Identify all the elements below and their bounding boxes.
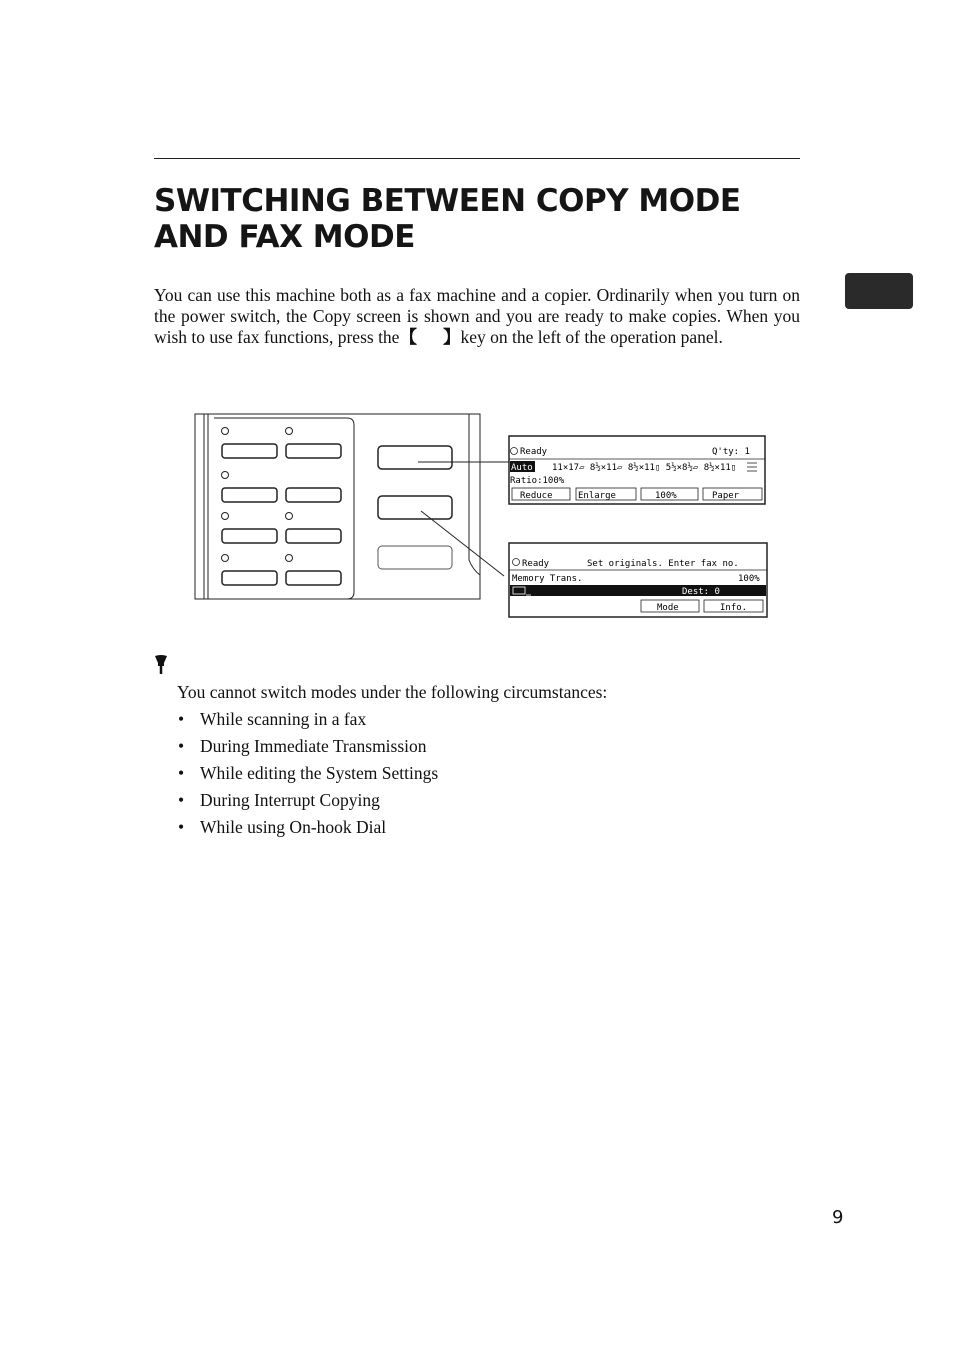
bullet-dot: •: [178, 790, 185, 810]
list-item-text: During Immediate Transmission: [200, 736, 427, 756]
fax-dest-text: Dest: 0: [682, 587, 720, 597]
copy-paper-sizes: 11×17▱ 8½×11▱ 8½×11▯ 5½×8½▱ 8½×11▯: [552, 463, 737, 473]
key-bracket-close: 】: [442, 327, 461, 347]
page-number: 9: [832, 1207, 844, 1228]
key-bracket-open: 【: [399, 327, 417, 347]
facsimile-key: [378, 496, 452, 519]
chapter-tab: [845, 273, 913, 309]
copy-key: [378, 446, 452, 469]
fax-message-text: Set originals. Enter fax no.: [587, 559, 739, 569]
intro-text-before-key: You can use this machine both as a fax machine and a copier. Ordinarily when you turn on the power switch, the Copy screen is shown and you are ready to make copies. When you wish to use fax functions, press the: [154, 285, 800, 347]
full-size-button-label: 100%: [655, 491, 677, 501]
copy-status-text: Ready: [520, 447, 548, 457]
copy-ratio-text: Ratio:100%: [510, 476, 565, 486]
list-item-text: During Interrupt Copying: [200, 790, 380, 810]
copy-qty-text: Q'ty: 1: [712, 447, 750, 457]
list-item: [177, 817, 438, 844]
bullet-dot: •: [178, 736, 185, 756]
fax-mode-text: Memory Trans.: [512, 574, 583, 584]
panel-function-keys: [222, 444, 341, 585]
note-lead-text: You cannot switch modes under the following circumstances:: [177, 682, 608, 702]
copy-auto-paper-label: Auto: [511, 463, 533, 473]
mode-key-blank: [378, 546, 452, 569]
list-item-text: While using On-hook Dial: [200, 817, 387, 837]
list-item: [177, 736, 438, 763]
note-bullet-list: [177, 709, 438, 844]
copy-screen-display: [509, 436, 765, 504]
reduce-button-label: Reduce: [520, 491, 553, 501]
page-title: SWITCHING BETWEEN COPY MODE AND FAX MODE: [154, 183, 741, 255]
bullet-dot: •: [178, 817, 185, 837]
bullet-dot: •: [178, 763, 185, 783]
list-item: [177, 790, 438, 817]
fax-mode-button-label: Mode: [657, 603, 679, 613]
list-item-text: While scanning in a fax: [200, 709, 367, 729]
list-item: [177, 763, 438, 790]
fax-screen-display: [509, 543, 767, 617]
fax-status-text: Ready: [522, 559, 550, 569]
note-pin-icon: [152, 654, 170, 676]
intro-text-after-key: key on the left of the operation panel.: [460, 327, 723, 347]
bullet-dot: •: [178, 709, 185, 729]
list-item: [177, 709, 438, 736]
operation-panel-figure: [192, 410, 772, 622]
fax-info-button-label: Info.: [720, 603, 748, 613]
list-item-text: While editing the System Settings: [200, 763, 439, 783]
header-rule: [154, 158, 800, 159]
intro-paragraph: [154, 285, 800, 348]
enlarge-button-label: Enlarge: [578, 491, 616, 501]
paper-button-label: Paper: [712, 491, 740, 501]
fax-percent-text: 100%: [738, 574, 760, 584]
